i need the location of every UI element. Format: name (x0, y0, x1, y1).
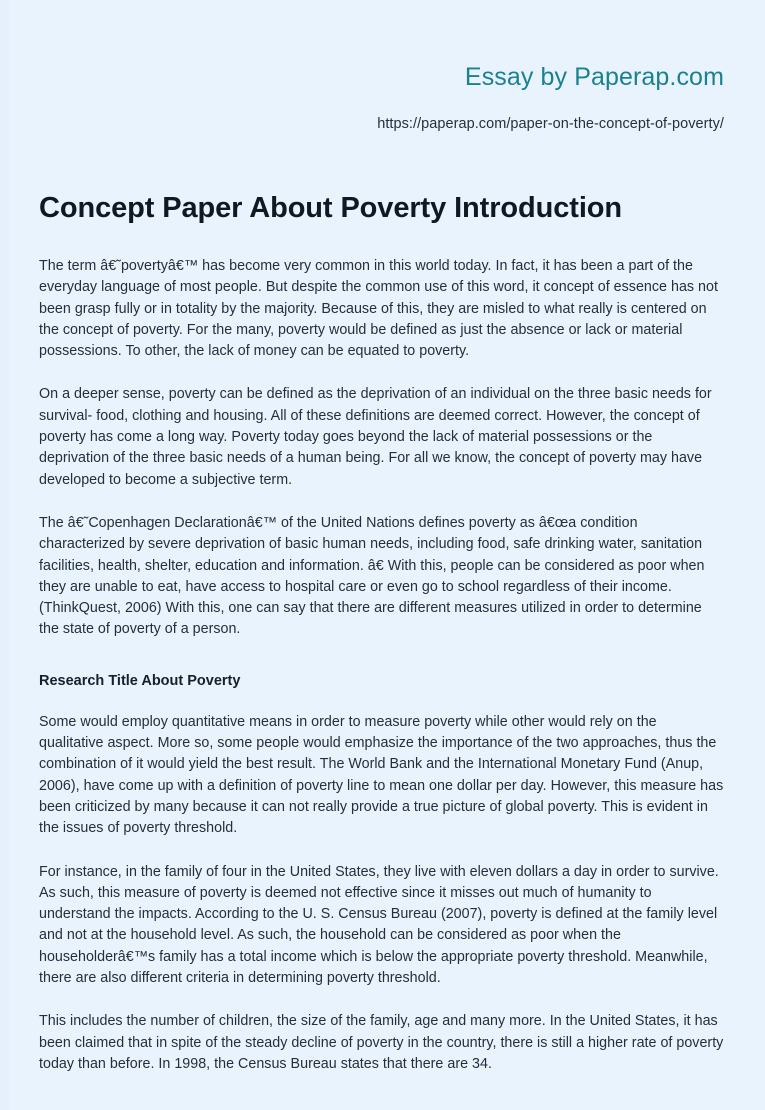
research-title-section (39, 641, 724, 1075)
source-url[interactable]: https://paperap.com/paper-on-the-concept-of-poverty/ (377, 116, 724, 132)
section-heading: Research Title About Poverty (39, 672, 241, 689)
intro-section (39, 226, 724, 641)
paragraph: On a deeper sense, poverty can be defined as the deprivation of an individual on the three basic needs for survival- food, clothing and housing. All of these definitions are deemed correct. However, the concept of poverty has come a long way. Poverty today goes beyond the lack of material possessions or the deprivation of the three basic needs of a human being. For all we know, the concept of poverty may have developed to become a subjective term. (39, 386, 712, 488)
page-title: Concept Paper About Poverty Introduction (39, 192, 623, 224)
document-content (0, 134, 765, 1075)
brand-header (0, 0, 765, 92)
source-url-row (0, 92, 765, 134)
site-brand-label: Essay by Paperap.com (464, 63, 724, 91)
paragraph: Some would employ quantitative means in order to measure poverty while other would rely on the qualitative aspect. More so, some people would emphasize the importance of the two approaches, thus the combination of it would yield the best result. The World Bank and the International Monetary Fund (Anup, 2006), have come up with a definition of poverty line to mean one dollar per day. However, this measure has been criticized by many because it can not really provide a true picture of global poverty. This is evident in the issues of poverty threshold. (39, 713, 724, 837)
paragraph: The term â€˜povertyâ€™ has become very common in this world today. In fact, it has been a part of the everyday language of most people. But despite the common use of this word, it concept of essence has not been grasp fully or in totality by the majority. Because of this, they are misled to what really is centered on the concept of poverty. For the many, poverty would be defined as just the absence or lack or material possessions. To other, the lack of money can be equated to poverty. (39, 258, 718, 360)
paragraph: The â€˜Copenhagen Declarationâ€™ of the United Nations defines poverty as â€œa condition characterized by severe deprivation of basic human needs, including food, safe drinking water, sanitation facilities, health, shelter, education and information. â€ With this, people can be considered as poor when they are unable to eat, have access to hospital care or even go to school regardless of their income. (ThinkQuest, 2006) With this, one can say that there are different measures utilized in order to determine the state of poverty of a person. (39, 514, 705, 638)
paragraph: This includes the number of children, the size of the family, age and many more. In the United States, it has been claimed that in spite of the steady decline of poverty in the country, there is still a higher rate of poverty today than before. In 1998, the Census Bureau states that there are 34. (39, 1013, 724, 1072)
paragraph: For instance, in the family of four in the United States, they live with eleven dollars a day in order to survive. As such, this measure of poverty is deemed not effective since it misses out much of humanity to understand the impacts. According to the U. S. Census Bureau (2007), poverty is defined at the family level and not at the household level. As such, the household can be considered as poor when the householderâ€™s family has a total income which is below the appropriate poverty threshold. Meanwhile, there are also different criteria in determining poverty threshold. (39, 863, 719, 987)
